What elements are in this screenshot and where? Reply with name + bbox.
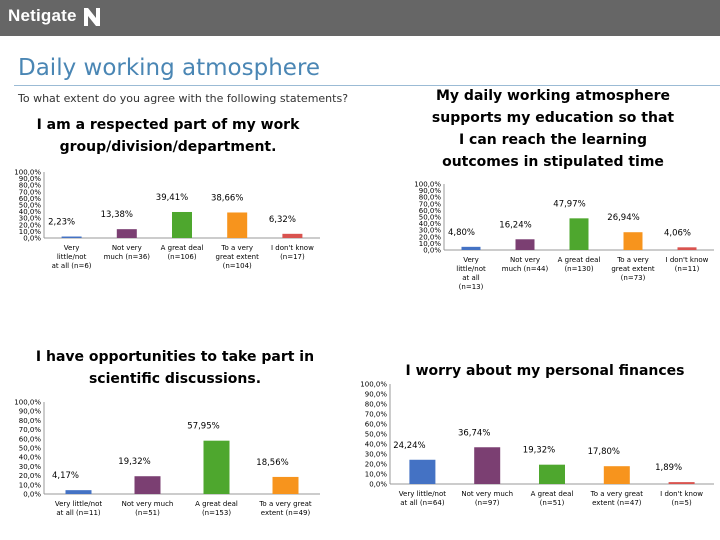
chart-2-bar [570,218,589,250]
chart-4-ytick-label: 10,0% [364,470,387,479]
chart-4-ytick-label: 50,0% [364,430,387,439]
chart-3-ytick-label: 10,0% [18,481,41,490]
chart-3-ytick-label: 20,0% [18,472,41,481]
chart-4-ytick-label: 90,0% [364,390,387,399]
chart-4-bar [409,460,435,484]
netigate-logo: Netigate [8,6,77,25]
chart-4-ytick-label: 20,0% [364,460,387,469]
chart-1-category-label: To a very great extent (n=104) [215,244,259,270]
chart-3-bar [273,477,299,494]
chart-2-ytick-label: 100,0% [414,180,441,189]
chart-2-data-label: 4,80% [447,227,476,238]
chart-4-data-label: 1,89% [655,463,683,474]
chart-2-ytick-label: 0,0% [423,246,441,255]
chart-3-category-label: Very little/not at all (n=11) [54,500,103,517]
chart-4-bar [669,482,695,484]
chart-1-ytick-label: 20,0% [18,221,41,230]
chart-3-title: I have opportunities to take part in scientific discussions. [35,349,315,387]
chart-2-category-label: Very little/not at all (n=13) [456,256,486,291]
chart-2-ytick-label: 20,0% [418,233,441,242]
chart-2-bar [678,247,697,250]
chart-3-ytick-label: 0,0% [23,490,41,499]
chart-1-category-label: Not very much (n=36) [103,244,151,261]
chart-2-ytick-label: 80,0% [418,193,441,202]
chart-2-ytick-label: 10,0% [418,239,441,248]
chart-2-ytick-label: 30,0% [418,226,441,235]
chart-3-ytick-label: 60,0% [18,435,41,444]
chart-4-ytick-label: 0,0% [369,480,387,489]
chart-3-data-label: 4,17% [51,471,80,482]
chart-1-ytick-label: 30,0% [18,214,41,223]
chart-3-category-label: Not very much (n=51) [121,500,174,517]
chart-3-ytick-label: 100,0% [14,398,41,407]
chart-4-bar [539,465,565,484]
chart-4-category-label: Very little/not at all (n=64) [398,490,447,507]
chart-3-bar [204,441,230,494]
chart-2-bar [462,247,481,250]
chart-2-category-label: To a very great extent (n=73) [611,256,655,282]
chart-2-data-label: 26,94% [607,213,640,224]
chart-1-ytick-label: 80,0% [18,181,41,190]
chart-4-ytick-label: 80,0% [364,400,387,409]
chart-2-data-label: 47,97% [553,199,586,210]
chart-1-data-label: 6,32% [268,214,296,225]
chart-1-ytick-label: 50,0% [18,201,41,210]
chart-1-ytick-label: 100,0% [14,168,41,177]
chart-2-category-label: Not very much (n=44) [501,256,549,273]
chart-1-ytick-label: 40,0% [18,208,41,217]
chart-1-ytick-label: 70,0% [18,188,41,197]
chart-3-ytick-label: 40,0% [18,453,41,462]
chart-3-data-label: 19,32% [118,457,151,468]
chart-4-category-label: A great deal (n=51) [530,490,574,507]
chart-4-ytick-label: 60,0% [364,420,387,429]
chart-1-ytick-label: 10,0% [18,227,41,236]
chart-3-ytick-label: 70,0% [18,426,41,435]
chart-3-category-label: A great deal (n=153) [195,500,238,517]
chart-1-ytick-label: 0,0% [23,234,41,243]
chart-4-bar [474,447,500,484]
chart-4-title: I worry about my personal finances [405,363,685,379]
chart-1-category-label: Very little/not at all (n=6) [51,244,92,270]
chart-2-ytick-label: 60,0% [418,206,441,215]
chart-1-bar [172,212,192,238]
chart-1-category-label: I don't know (n=17) [270,244,314,261]
chart-3-ytick-label: 50,0% [18,444,41,453]
chart-4-data-label: 36,74% [457,428,491,439]
chart-4-data-label: 17,80% [587,447,621,458]
chart-1-category-label: A great deal (n=106) [160,244,204,261]
chart-2-ytick-label: 50,0% [418,213,441,222]
chart-1-title: I am a respected part of my work group/division/department. [36,117,300,155]
chart-4-category-label: Not very much (n=97) [461,490,514,507]
chart-2-ytick-label: 90,0% [418,187,441,196]
chart-1-ytick-label: 60,0% [18,194,41,203]
chart-1-data-label: 38,66% [210,193,244,204]
chart-4-category-label: I don't know (n=5) [660,490,704,507]
chart-4-ytick-label: 40,0% [364,440,387,449]
chart-1-data-label: 2,23% [48,217,76,228]
chart-1-ytick-label: 90,0% [18,175,41,184]
chart-3-data-label: 18,56% [256,457,289,468]
chart-2-bar [516,239,535,250]
chart-3-ytick-label: 30,0% [18,462,41,471]
chart-2-category-label: I don't know (n=11) [665,256,709,273]
chart-4-data-label: 24,24% [393,440,426,451]
page-title: Daily working atmosphere [18,55,321,81]
chart-4-data-label: 19,32% [522,445,556,456]
chart-1-data-label: 39,41% [155,192,189,203]
chart-3-category-label: To a very great extent (n=49) [259,500,312,517]
chart-4-ytick-label: 70,0% [364,410,387,419]
chart-1-data-label: 13,38% [100,210,134,221]
chart-1-bar [282,234,302,238]
chart-4-ytick-label: 100,0% [360,380,387,389]
chart-1-bar [227,212,247,238]
chart-4-category-label: To a very great extent (n=47) [590,490,643,507]
chart-2-data-label: 4,06% [663,228,692,239]
chart-2-category-label: A great deal (n=130) [557,256,601,273]
chart-1-bar [117,229,137,238]
chart-3-ytick-label: 80,0% [18,416,41,425]
chart-4-ytick-label: 30,0% [364,450,387,459]
chart-2-ytick-label: 70,0% [418,200,441,209]
chart-2-ytick-label: 40,0% [418,220,441,229]
chart-2-data-label: 16,24% [499,220,532,231]
chart-1-bar [62,237,82,238]
chart-4-bar [604,466,630,484]
chart-2-bar [624,232,643,250]
survey-question: To what extent do you agree with the following statements? [18,92,349,105]
chart-3-data-label: 57,95% [187,421,220,432]
chart-3-bar [66,490,92,494]
chart-3-ytick-label: 90,0% [18,407,41,416]
chart-2-title: My daily working atmosphere supports my education so that I can reach the learning outcomes in stipulated time [431,88,675,170]
chart-3-bar [135,476,161,494]
